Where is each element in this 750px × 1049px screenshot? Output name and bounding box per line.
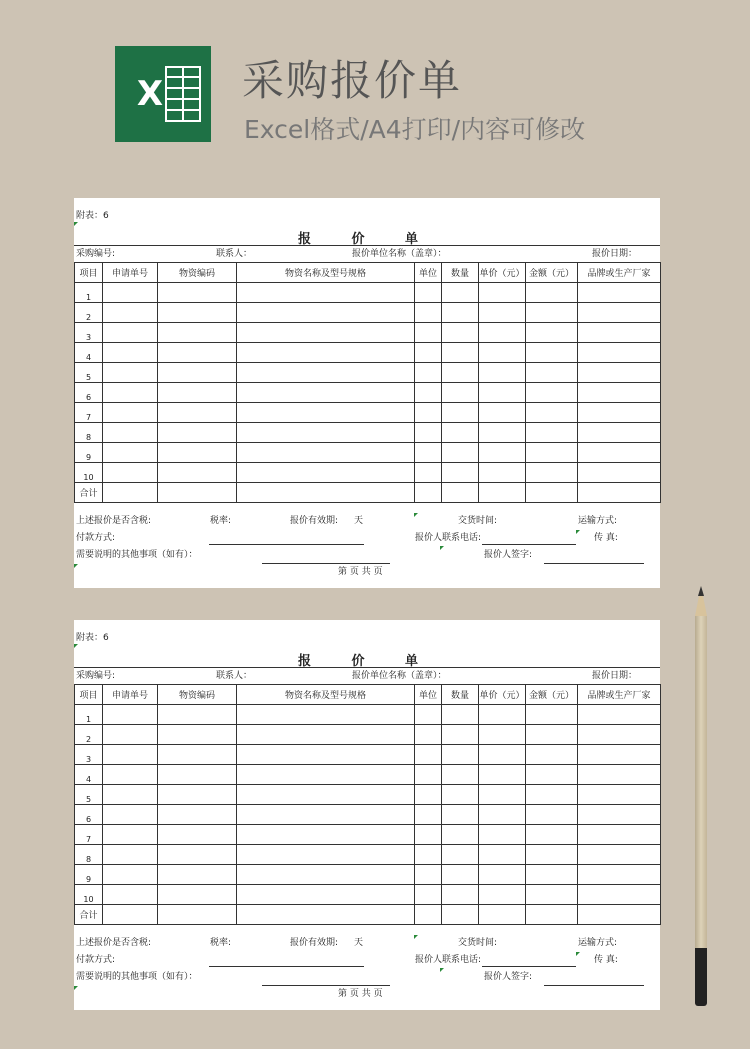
column-header: 数量 [442,263,479,283]
quoter-phone-label: 报价人联系电话: [415,533,482,543]
row-number: 6 [75,805,103,825]
delivery-time-label: 交货时间: [458,516,498,526]
column-header: 单位 [415,685,442,705]
page-subtitle: Excel格式/A4打印/内容可修改 [244,115,586,144]
table-row [75,403,661,423]
table-row [75,825,661,845]
column-header: 数量 [442,685,479,705]
table-row [75,283,661,303]
transport-label: 运输方式: [578,938,618,948]
page-label: 第 页 共 页 [338,567,383,577]
pencil-icon [691,586,711,1006]
payment-label: 付款方式: [76,533,116,543]
days-label: 天 [354,938,364,948]
form-title: 报 价 单 [297,654,437,669]
row-number: 3 [75,323,103,343]
table-row [75,343,661,363]
quote-date-label: 报价日期： [592,671,638,681]
column-header: 物资名称及型号规格 [237,263,415,283]
row-number: 1 [75,283,103,303]
delivery-time-label: 交货时间: [458,938,498,948]
row-number: 2 [75,725,103,745]
total-row [75,483,661,503]
row-number: 4 [75,343,103,363]
column-header: 金额（元） [526,263,578,283]
row-number: 9 [75,443,103,463]
column-header: 单价（元） [479,263,526,283]
form-title: 报 价 单 [297,232,437,247]
validity-label: 报价有效期: [290,938,339,948]
table-row [75,845,661,865]
tax-included-label: 上述报价是否含税: [76,516,152,526]
column-header: 物资编码 [158,685,237,705]
table-row [75,423,661,443]
quote-unit-label: 报价单位名称（盖章）： [352,671,447,681]
row-number: 5 [75,363,103,383]
row-number: 1 [75,705,103,725]
purchase-no-label: 采购编号: [76,249,116,259]
table-row [75,323,661,343]
quote-unit-label: 报价单位名称（盖章）： [352,249,447,259]
row-number: 7 [75,825,103,845]
row-number: 8 [75,423,103,443]
table-header-row [75,263,661,283]
row-number: 8 [75,845,103,865]
tax-rate-label: 税率: [210,516,232,526]
table-row [75,885,661,905]
page-title: 采购报价单 [242,56,463,105]
days-label: 天 [354,516,364,526]
quote-sheet [74,620,660,1010]
table-row [75,705,661,725]
row-number: 10 [75,885,103,905]
quote-sheet [74,198,660,588]
column-header: 申请单号 [103,685,158,705]
table-header-row [75,685,661,705]
table-row [75,725,661,745]
tax-rate-label: 税率: [210,938,232,948]
attachment-label: 附表：6 [76,211,109,221]
total-label: 合计 [75,483,103,503]
column-header: 品牌或生产厂家 [578,263,661,283]
table-row [75,383,661,403]
table-row [75,463,661,483]
row-number: 3 [75,745,103,765]
payment-label: 付款方式: [76,955,116,965]
total-row [75,905,661,925]
row-number: 6 [75,383,103,403]
table-row [75,303,661,323]
column-header: 金额（元） [526,685,578,705]
quoter-sign-label: 报价人签字: [484,550,533,560]
table-row [75,443,661,463]
purchase-no-label: 采购编号: [76,671,116,681]
page-label: 第 页 共 页 [338,989,383,999]
row-number: 7 [75,403,103,423]
quote-date-label: 报价日期： [592,249,638,259]
column-header: 项目 [75,685,103,705]
contact-label: 联系人： [216,249,253,259]
table-row [75,765,661,785]
excel-icon [115,46,211,142]
column-header: 单位 [415,263,442,283]
fax-label: 传 真: [594,955,618,965]
quoter-phone-label: 报价人联系电话: [415,955,482,965]
column-header: 品牌或生产厂家 [578,685,661,705]
table-row [75,363,661,383]
table-row [75,745,661,765]
excel-letter: X [136,74,164,114]
row-number: 2 [75,303,103,323]
column-header: 物资名称及型号规格 [237,685,415,705]
column-header: 申请单号 [103,263,158,283]
quote-table [74,262,661,503]
attachment-label: 附表：6 [76,633,109,643]
quote-table [74,684,661,925]
grid-icon [165,66,201,122]
row-number: 5 [75,785,103,805]
validity-label: 报价有效期: [290,516,339,526]
row-number: 9 [75,865,103,885]
total-label: 合计 [75,905,103,925]
other-notes-label: 需要说明的其他事项（如有）： [76,972,198,982]
transport-label: 运输方式: [578,516,618,526]
column-header: 物资编码 [158,263,237,283]
tax-included-label: 上述报价是否含税: [76,938,152,948]
contact-label: 联系人： [216,671,253,681]
table-row [75,805,661,825]
table-row [75,785,661,805]
other-notes-label: 需要说明的其他事项（如有）： [76,550,198,560]
fax-label: 传 真: [594,533,618,543]
column-header: 项目 [75,263,103,283]
row-number: 10 [75,463,103,483]
column-header: 单价（元） [479,685,526,705]
quoter-sign-label: 报价人签字: [484,972,533,982]
table-row [75,865,661,885]
row-number: 4 [75,765,103,785]
